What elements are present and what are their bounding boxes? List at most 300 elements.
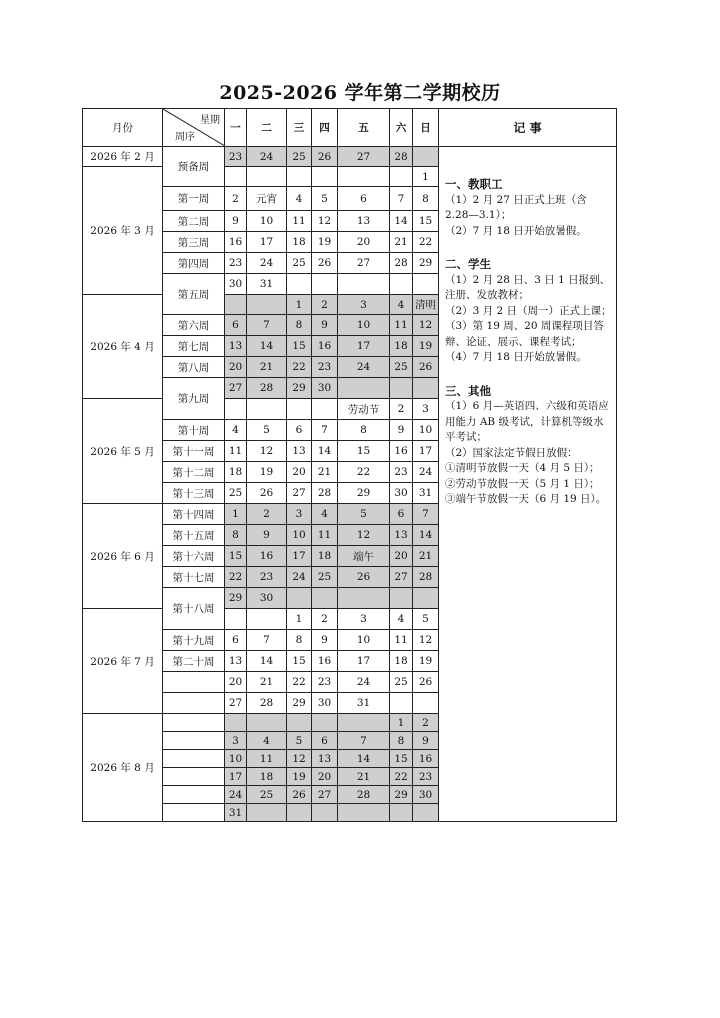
day-cell: 11 — [312, 525, 338, 546]
day-cell: 28 — [390, 147, 413, 167]
day-cell: 27 — [338, 147, 390, 167]
day-header-thu: 四 — [312, 109, 338, 147]
week-cell: 第十七周 — [163, 567, 225, 588]
week-cell: 预备周 — [163, 147, 225, 187]
day-cell: 14 — [312, 441, 338, 462]
day-cell: 10 — [247, 211, 287, 232]
day-cell: 13 — [390, 525, 413, 546]
day-cell: 27 — [225, 378, 247, 399]
day-cell: 18 — [390, 651, 413, 672]
day-cell — [390, 378, 413, 399]
day-cell: 17 — [247, 232, 287, 253]
day-cell — [390, 274, 413, 295]
day-cell: 11 — [247, 750, 287, 768]
day-cell: 25 — [287, 253, 312, 274]
day-cell — [312, 804, 338, 822]
day-cell: 端午 — [338, 546, 390, 567]
day-cell: 1 — [413, 167, 439, 187]
day-cell: 25 — [247, 786, 287, 804]
day-cell: 2 — [413, 714, 439, 732]
day-cell — [312, 167, 338, 187]
day-cell: 元宵 — [247, 187, 287, 211]
day-cell — [247, 714, 287, 732]
day-cell: 30 — [312, 693, 338, 714]
day-cell: 13 — [287, 441, 312, 462]
day-cell: 10 — [225, 750, 247, 768]
day-cell: 20 — [312, 768, 338, 786]
day-cell: 17 — [338, 336, 390, 357]
day-cell — [413, 588, 439, 609]
month-cell: 2026 年 4 月 — [83, 295, 163, 399]
day-cell: 22 — [287, 672, 312, 693]
week-cell: 第五周 — [163, 274, 225, 315]
day-cell: 12 — [247, 441, 287, 462]
week-cell: 第十三周 — [163, 483, 225, 504]
day-cell: 19 — [413, 651, 439, 672]
day-cell: 9 — [413, 732, 439, 750]
day-cell: 28 — [247, 378, 287, 399]
day-cell: 22 — [338, 462, 390, 483]
week-cell: 第十一周 — [163, 441, 225, 462]
day-cell: 1 — [287, 609, 312, 630]
notes-line: （3）第 19 周、20 周课程项目答辩、论证、展示、课程考试； — [445, 320, 604, 348]
week-cell: 第十四周 — [163, 504, 225, 525]
notes-gap — [445, 239, 612, 255]
day-cell: 30 — [225, 274, 247, 295]
day-cell: 30 — [312, 378, 338, 399]
day-cell: 14 — [390, 211, 413, 232]
day-cell: 25 — [312, 567, 338, 588]
day-cell: 8 — [287, 315, 312, 336]
day-cell: 12 — [413, 315, 439, 336]
day-header-mon: 一 — [225, 109, 247, 147]
day-cell: 28 — [390, 253, 413, 274]
day-cell: 6 — [338, 187, 390, 211]
day-cell — [225, 714, 247, 732]
week-cell-empty — [163, 693, 225, 714]
day-cell — [413, 147, 439, 167]
day-cell: 26 — [312, 147, 338, 167]
day-cell: 6 — [390, 504, 413, 525]
week-cell-empty — [163, 768, 225, 786]
notes-line: （4）7 月 18 日开始放暑假。 — [445, 351, 587, 363]
day-cell: 27 — [287, 483, 312, 504]
day-cell: 22 — [225, 567, 247, 588]
day-cell: 9 — [312, 315, 338, 336]
day-cell: 24 — [225, 786, 247, 804]
day-cell: 1 — [225, 504, 247, 525]
day-cell: 4 — [225, 420, 247, 441]
day-cell — [225, 167, 247, 187]
day-cell: 16 — [225, 232, 247, 253]
day-cell: 7 — [338, 732, 390, 750]
day-cell: 15 — [338, 441, 390, 462]
day-cell: 24 — [338, 357, 390, 378]
day-header-sun: 日 — [413, 109, 439, 147]
day-cell: 27 — [390, 567, 413, 588]
day-cell — [287, 167, 312, 187]
day-cell — [287, 399, 312, 420]
notes-panel — [439, 147, 617, 822]
day-cell: 24 — [287, 567, 312, 588]
day-cell — [225, 399, 247, 420]
day-cell: 劳动节 — [338, 399, 390, 420]
day-cell: 13 — [225, 336, 247, 357]
day-cell: 12 — [413, 630, 439, 651]
day-cell: 5 — [247, 420, 287, 441]
day-cell: 1 — [390, 714, 413, 732]
week-header — [163, 109, 225, 147]
day-cell: 31 — [338, 693, 390, 714]
day-cell: 3 — [338, 295, 390, 315]
notes-section-other: 三、其他 — [445, 383, 491, 398]
day-cell: 12 — [312, 211, 338, 232]
day-cell: 17 — [287, 546, 312, 567]
day-cell: 18 — [312, 546, 338, 567]
day-cell: 3 — [338, 609, 390, 630]
day-cell: 15 — [287, 336, 312, 357]
day-cell: 4 — [390, 295, 413, 315]
day-cell: 17 — [413, 441, 439, 462]
day-cell: 清明 — [413, 295, 439, 315]
week-cell: 第三周 — [163, 232, 225, 253]
day-cell — [287, 588, 312, 609]
day-cell: 26 — [287, 786, 312, 804]
day-cell: 15 — [225, 546, 247, 567]
day-cell — [312, 399, 338, 420]
month-cell: 2026 年 8 月 — [83, 714, 163, 822]
day-cell: 13 — [338, 211, 390, 232]
day-cell: 7 — [413, 504, 439, 525]
day-cell: 26 — [338, 567, 390, 588]
day-cell: 31 — [225, 804, 247, 822]
day-cell: 16 — [390, 441, 413, 462]
day-cell — [390, 588, 413, 609]
day-cell: 9 — [247, 525, 287, 546]
day-cell: 13 — [225, 651, 247, 672]
day-cell: 5 — [287, 732, 312, 750]
week-cell: 第九周 — [163, 378, 225, 420]
school-calendar-table — [82, 108, 617, 822]
week-cell-empty — [163, 672, 225, 693]
month-cell: 2026 年 7 月 — [83, 609, 163, 714]
day-cell — [247, 295, 287, 315]
day-cell — [312, 274, 338, 295]
day-cell: 22 — [287, 357, 312, 378]
day-cell: 30 — [247, 588, 287, 609]
day-cell: 4 — [247, 732, 287, 750]
week-cell: 第十八周 — [163, 588, 225, 630]
week-cell-empty — [163, 714, 225, 732]
notes-section-students: 二、学生 — [445, 257, 491, 271]
day-cell: 30 — [413, 786, 439, 804]
day-cell: 27 — [225, 693, 247, 714]
day-cell: 9 — [390, 420, 413, 441]
day-cell: 29 — [390, 786, 413, 804]
day-cell: 7 — [247, 630, 287, 651]
notes-line: （2）3 月 2 日（周一）正式上课； — [445, 304, 612, 317]
day-cell: 18 — [287, 232, 312, 253]
day-cell — [312, 714, 338, 732]
day-cell — [390, 167, 413, 187]
day-cell — [247, 609, 287, 630]
day-cell — [338, 804, 390, 822]
day-cell — [338, 378, 390, 399]
day-cell: 13 — [312, 750, 338, 768]
notes-line: （1）6 月—英语四、六级和英语应用能力 AB 级考试，计算机等级水平考试； — [445, 400, 609, 443]
day-cell: 18 — [390, 336, 413, 357]
day-cell: 4 — [312, 504, 338, 525]
day-cell: 2 — [312, 609, 338, 630]
day-cell: 23 — [312, 357, 338, 378]
day-cell: 20 — [390, 546, 413, 567]
day-cell: 11 — [225, 441, 247, 462]
day-cell — [225, 295, 247, 315]
day-cell: 18 — [247, 768, 287, 786]
day-cell: 10 — [338, 315, 390, 336]
day-cell: 16 — [312, 336, 338, 357]
day-header-wed: 三 — [287, 109, 312, 147]
day-cell: 10 — [338, 630, 390, 651]
day-cell: 15 — [287, 651, 312, 672]
day-cell: 29 — [413, 253, 439, 274]
week-cell: 第六周 — [163, 315, 225, 336]
day-cell: 24 — [338, 672, 390, 693]
day-cell: 21 — [390, 232, 413, 253]
day-cell: 4 — [390, 609, 413, 630]
day-cell: 8 — [338, 420, 390, 441]
day-cell: 28 — [338, 786, 390, 804]
day-cell: 31 — [247, 274, 287, 295]
day-cell: 27 — [312, 786, 338, 804]
day-cell: 11 — [390, 630, 413, 651]
day-cell: 2 — [312, 295, 338, 315]
month-cell: 2026 年 6 月 — [83, 504, 163, 609]
day-cell: 7 — [247, 315, 287, 336]
day-cell: 29 — [225, 588, 247, 609]
week-cell-empty — [163, 786, 225, 804]
day-cell: 23 — [390, 462, 413, 483]
day-cell: 25 — [390, 672, 413, 693]
day-cell: 23 — [312, 672, 338, 693]
notes-gap — [445, 366, 612, 382]
day-cell — [413, 693, 439, 714]
week-cell-empty — [163, 732, 225, 750]
day-cell: 15 — [390, 750, 413, 768]
day-cell: 10 — [287, 525, 312, 546]
day-cell: 6 — [312, 732, 338, 750]
day-cell — [287, 714, 312, 732]
day-cell: 20 — [225, 672, 247, 693]
notes-line: ①清明节放假一天（4 月 5 日）； — [445, 462, 600, 474]
day-cell: 23 — [225, 147, 247, 167]
week-seq-label: 周序 — [175, 132, 195, 143]
notes-section-staff: 一、教职工 — [445, 177, 503, 191]
day-cell: 12 — [287, 750, 312, 768]
day-cell: 22 — [390, 768, 413, 786]
week-cell: 第二十周 — [163, 651, 225, 672]
day-cell: 26 — [312, 253, 338, 274]
day-cell: 20 — [338, 232, 390, 253]
page-title: 2025-2026 学年第二学期校历 — [219, 82, 501, 104]
day-cell: 6 — [225, 630, 247, 651]
day-cell: 17 — [338, 651, 390, 672]
day-cell: 14 — [413, 525, 439, 546]
day-cell: 2 — [247, 504, 287, 525]
day-cell: 5 — [312, 187, 338, 211]
weekday-label: 星期 — [200, 115, 220, 126]
day-cell: 10 — [413, 420, 439, 441]
day-cell: 19 — [312, 232, 338, 253]
day-header-tue: 二 — [247, 109, 287, 147]
day-cell: 7 — [390, 187, 413, 211]
day-cell — [390, 804, 413, 822]
day-cell: 8 — [225, 525, 247, 546]
week-cell: 第四周 — [163, 253, 225, 274]
day-cell: 8 — [390, 732, 413, 750]
day-cell: 8 — [413, 187, 439, 211]
day-cell: 16 — [312, 651, 338, 672]
week-cell: 第十周 — [163, 420, 225, 441]
notes-line: （1）2 月 28 日、3 日 1 日报到、注册、发放教材； — [445, 273, 611, 301]
day-cell: 25 — [390, 357, 413, 378]
day-cell: 3 — [225, 732, 247, 750]
day-cell: 14 — [247, 336, 287, 357]
week-cell: 第八周 — [163, 357, 225, 378]
day-cell: 29 — [287, 693, 312, 714]
day-cell: 28 — [413, 567, 439, 588]
day-cell — [338, 714, 390, 732]
notes-line: （2）国家法定节假日放假： — [445, 446, 578, 459]
day-cell: 24 — [413, 462, 439, 483]
day-cell: 22 — [413, 232, 439, 253]
day-cell: 21 — [338, 768, 390, 786]
day-cell: 20 — [287, 462, 312, 483]
day-cell: 16 — [247, 546, 287, 567]
day-header-sat: 六 — [390, 109, 413, 147]
day-cell: 2 — [390, 399, 413, 420]
notes-line: ③端午节放假一天（6 月 19 日）。 — [445, 493, 607, 505]
day-cell: 3 — [413, 399, 439, 420]
day-cell: 11 — [287, 211, 312, 232]
day-cell: 18 — [225, 462, 247, 483]
day-cell: 20 — [225, 357, 247, 378]
day-cell: 30 — [390, 483, 413, 504]
day-cell — [287, 804, 312, 822]
week-cell: 第一周 — [163, 187, 225, 211]
week-cell: 第十五周 — [163, 525, 225, 546]
day-cell: 8 — [287, 630, 312, 651]
month-cell: 2026 年 2 月 — [83, 147, 163, 167]
day-header-fri: 五 — [338, 109, 390, 147]
day-cell: 1 — [287, 295, 312, 315]
month-header: 月份 — [83, 109, 163, 147]
day-cell — [413, 378, 439, 399]
day-cell: 28 — [247, 693, 287, 714]
day-cell — [312, 588, 338, 609]
day-cell — [247, 399, 287, 420]
day-cell: 27 — [338, 253, 390, 274]
day-cell: 15 — [413, 211, 439, 232]
day-cell: 24 — [247, 147, 287, 167]
day-cell: 3 — [287, 504, 312, 525]
day-cell — [413, 274, 439, 295]
day-cell: 23 — [247, 567, 287, 588]
day-cell: 26 — [247, 483, 287, 504]
day-cell — [225, 609, 247, 630]
day-cell — [338, 167, 390, 187]
day-cell: 21 — [247, 672, 287, 693]
day-cell — [413, 804, 439, 822]
day-cell: 21 — [247, 357, 287, 378]
day-cell: 4 — [287, 187, 312, 211]
day-cell: 9 — [225, 211, 247, 232]
day-cell: 7 — [312, 420, 338, 441]
day-cell: 19 — [413, 336, 439, 357]
day-cell: 17 — [225, 768, 247, 786]
notes-line: （2）7 月 18 日开始放暑假。 — [445, 224, 587, 237]
day-cell — [247, 167, 287, 187]
day-cell: 16 — [413, 750, 439, 768]
week-cell: 第七周 — [163, 336, 225, 357]
day-cell — [338, 588, 390, 609]
month-cell: 2026 年 5 月 — [83, 399, 163, 504]
week-cell: 第十九周 — [163, 630, 225, 651]
day-cell: 19 — [287, 768, 312, 786]
day-cell: 29 — [287, 378, 312, 399]
day-cell: 31 — [413, 483, 439, 504]
day-cell: 12 — [338, 525, 390, 546]
day-cell: 21 — [312, 462, 338, 483]
week-cell-empty — [163, 750, 225, 768]
day-cell — [287, 274, 312, 295]
day-cell — [247, 804, 287, 822]
day-cell: 25 — [225, 483, 247, 504]
week-cell: 第十六周 — [163, 546, 225, 567]
day-cell: 9 — [312, 630, 338, 651]
day-cell: 2 — [225, 187, 247, 211]
day-cell: 6 — [225, 315, 247, 336]
day-cell: 19 — [247, 462, 287, 483]
day-cell — [338, 274, 390, 295]
day-cell: 21 — [413, 546, 439, 567]
header-row — [83, 109, 617, 147]
week-cell: 第二周 — [163, 211, 225, 232]
week-cell: 第十二周 — [163, 462, 225, 483]
day-cell: 14 — [338, 750, 390, 768]
day-cell — [390, 693, 413, 714]
day-cell: 11 — [390, 315, 413, 336]
notes-line: ②劳动节放假一天（5 月 1 日）； — [445, 477, 600, 490]
day-cell: 26 — [413, 672, 439, 693]
day-cell: 5 — [413, 609, 439, 630]
month-cell: 2026 年 3 月 — [83, 167, 163, 295]
day-cell: 29 — [338, 483, 390, 504]
day-cell: 26 — [413, 357, 439, 378]
day-cell: 23 — [413, 768, 439, 786]
day-cell: 23 — [225, 253, 247, 274]
notes-line: （1）2 月 27 日正式上班（含 2.28—3.1）； — [445, 193, 587, 221]
day-cell: 28 — [312, 483, 338, 504]
day-cell: 25 — [287, 147, 312, 167]
day-cell: 6 — [287, 420, 312, 441]
calendar-row — [83, 147, 617, 167]
day-cell: 24 — [247, 253, 287, 274]
notes-header: 记 事 — [439, 109, 617, 147]
day-cell: 14 — [247, 651, 287, 672]
day-cell: 5 — [338, 504, 390, 525]
week-cell-empty — [163, 804, 225, 822]
